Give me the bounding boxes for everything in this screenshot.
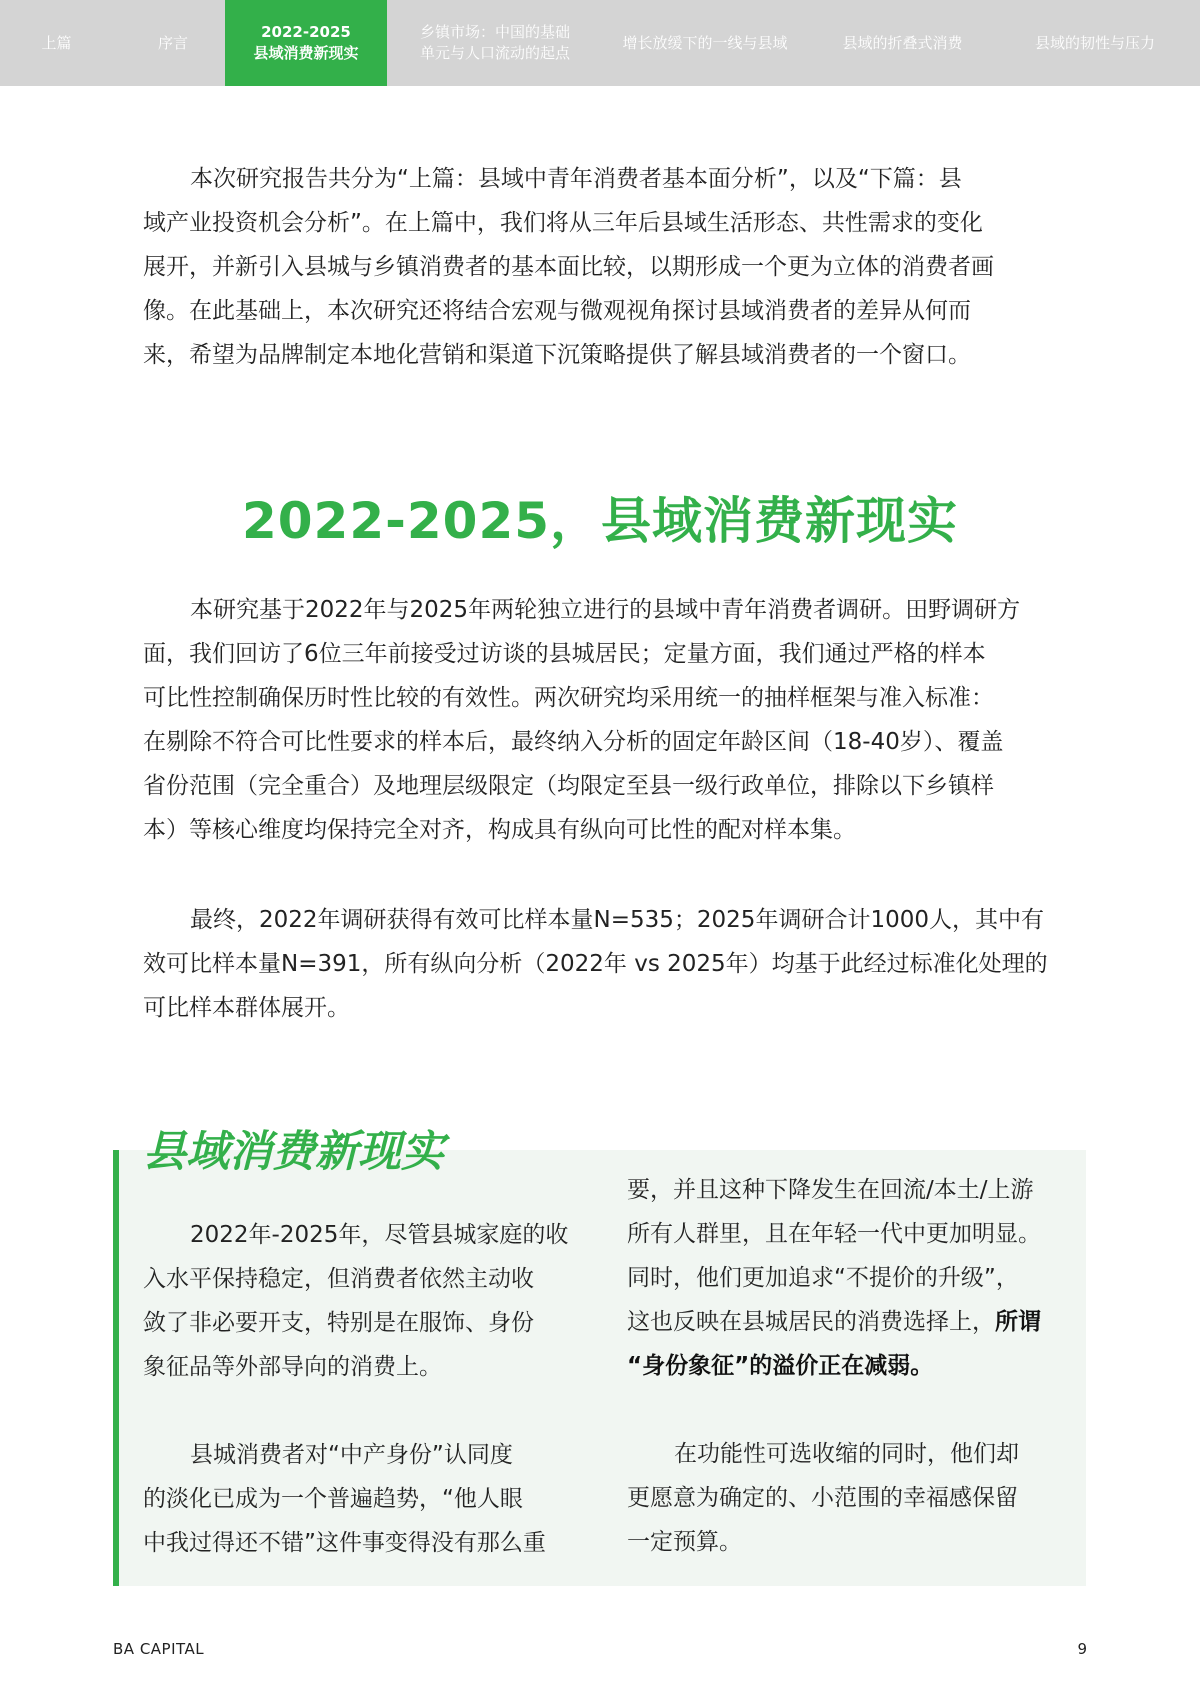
tab-township-market[interactable] xyxy=(395,0,595,86)
highlight-left-column xyxy=(143,1213,578,1565)
text-segment: 这也反映在县城居民的消费选择上， xyxy=(627,1309,995,1335)
tab-label: 2022-2025 xyxy=(261,23,351,41)
tab-label: 乡镇市场：中国的基础 xyxy=(419,23,570,41)
text-line: 在剔除不符合可比性要求的样本后，最终纳入分析的固定年龄区间（18-40岁）、覆盖 xyxy=(143,729,1004,755)
text-line: 所有人群里，且在年轻一代中更加明显。 xyxy=(627,1221,1041,1247)
text-line: 可比性控制确保历时性比较的有效性。两次研究均采用统一的抽样框架与准入标准： xyxy=(143,685,994,711)
top-navigation xyxy=(0,0,1200,86)
tab-tier-one-vs-county[interactable] xyxy=(605,0,805,86)
tab-resilience-pressure[interactable] xyxy=(1005,0,1185,86)
text-line: 本研究基于2022年与2025年两轮独立进行的县域中青年消费者调研。田野调研方 xyxy=(190,597,1021,623)
tab-label: 上篇 xyxy=(41,33,72,52)
text-line: 本）等核心维度均保持完全对齐，构成具有纵向可比性的配对样本集。 xyxy=(143,817,856,843)
intro-paragraph xyxy=(143,157,1058,377)
text-line: 在功能性可选收缩的同时，他们却 xyxy=(674,1441,1019,1467)
text-line: 面，我们回访了6位三年前接受过访谈的县城居民；定量方面，我们通过严格的样本 xyxy=(143,641,986,667)
text-line: 域产业投资机会分析”。在上篇中，我们将从三年后县域生活形态、共性需求的变化 xyxy=(143,210,983,236)
text-line: 来，希望为品牌制定本地化营销和渠道下沉策略提供了解县域消费者的一个窗口。 xyxy=(143,342,971,368)
text-line: 本次研究报告共分为“上篇：县域中青年消费者基本面分析”，以及“下篇：县 xyxy=(190,166,962,192)
highlight-accent-bar xyxy=(113,1150,119,1586)
methodology-paragraph xyxy=(143,588,1058,852)
bold-text: “身份象征”的溢价正在减弱。 xyxy=(627,1353,934,1379)
tab-new-reality[interactable] xyxy=(225,0,387,86)
tab-label: 县域的韧性与压力 xyxy=(1034,33,1155,52)
highlight-right-column xyxy=(627,1168,1072,1564)
text-line: 敛了非必要开支，特别是在服饰、身份 xyxy=(143,1310,534,1336)
page-number: 9 xyxy=(1077,1640,1087,1658)
text-line: 2022年-2025年，尽管县城家庭的收 xyxy=(190,1222,569,1248)
text-line: 最终，2022年调研获得有效可比样本量N=535；2025年调研合计1000人，其中有 xyxy=(190,907,1044,933)
text-line: 一定预算。 xyxy=(627,1529,742,1555)
text-line: 更愿意为确定的、小范围的幸福感保留 xyxy=(627,1485,1018,1511)
text-line: 效可比样本量N=391，所有纵向分析（2022年 vs 2025年）均基于此经过标准化处理的 xyxy=(143,951,1048,977)
spacer xyxy=(143,1389,578,1433)
tab-label: 单元与人口流动的起点 xyxy=(419,44,570,62)
text-line: 省份范围（完全重合）及地理层级限定（均限定至县一级行政单位，排除以下乡镇样 xyxy=(143,773,994,799)
tab-label: 县域的折叠式消费 xyxy=(842,33,963,52)
text-line: 展开，并新引入县城与乡镇消费者的基本面比较，以期形成一个更为立体的消费者画 xyxy=(143,254,994,280)
text-line: 的淡化已成为一个普遍趋势，“他人眼 xyxy=(143,1486,523,1512)
text-line: 县城消费者对“中产身份”认同度 xyxy=(190,1442,513,1468)
tab-folded-consumption[interactable] xyxy=(820,0,985,86)
footer-brand: BA CAPITAL xyxy=(113,1640,205,1658)
highlight-title: 县域消费新现实 xyxy=(143,1127,444,1177)
text-line: 同时，他们更加追求“不提价的升级”， xyxy=(627,1265,1019,1291)
text-line xyxy=(627,1344,1072,1388)
text-line: 要，并且这种下降发生在回流/本土/上游 xyxy=(627,1177,1034,1203)
tab-preface[interactable] xyxy=(113,0,233,86)
tab-part-one[interactable] xyxy=(0,0,113,86)
tab-label: 增长放缓下的一线与县域 xyxy=(622,33,788,52)
spacer xyxy=(627,1388,1072,1432)
bold-text: 所谓 xyxy=(995,1309,1041,1335)
text-line: 可比样本群体展开。 xyxy=(143,995,350,1021)
text-line: 中我过得还不错”这件事变得没有那么重 xyxy=(143,1530,546,1556)
samples-paragraph xyxy=(143,898,1058,1030)
text-line: 象征品等外部导向的消费上。 xyxy=(143,1354,442,1380)
text-line: 入水平保持稳定，但消费者依然主动收 xyxy=(143,1266,534,1292)
tab-label: 序言 xyxy=(157,33,188,52)
section-title: 2022-2025，县域消费新现实 xyxy=(241,492,959,550)
tab-label: 县域消费新现实 xyxy=(253,44,359,62)
text-line xyxy=(627,1300,1072,1344)
text-line: 像。在此基础上，本次研究还将结合宏观与微观视角探讨县域消费者的差异从何而 xyxy=(143,298,971,324)
